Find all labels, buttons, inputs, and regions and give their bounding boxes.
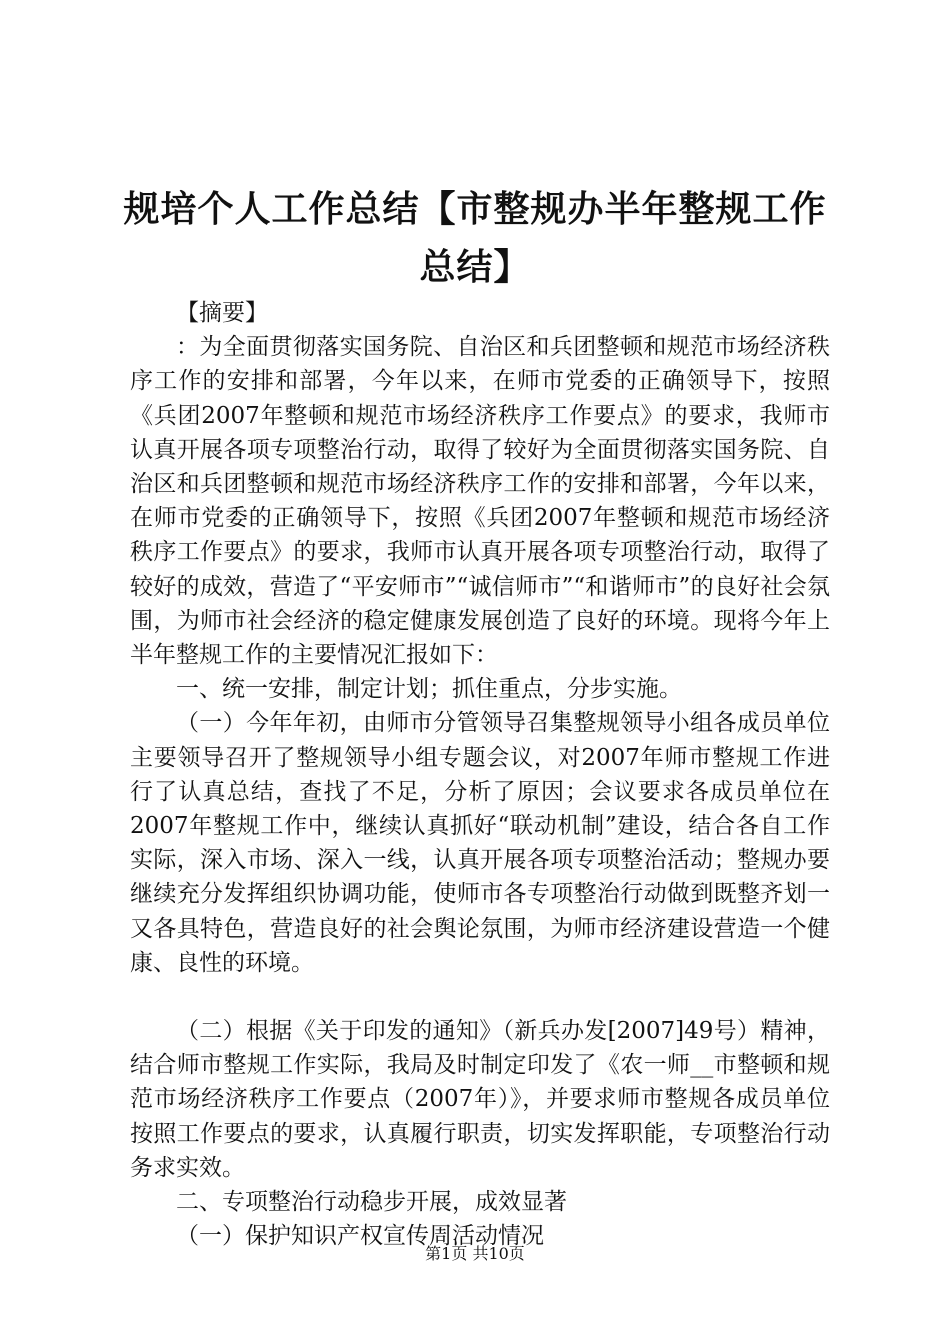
paragraph-section-1-item-1: （一）今年年初，由师市分管领导召集整规领导小组各成员单位主要领导召开了整规领导小组专题会议，对2007年师市整规工作进行了认真总结，查找了不足，分析了原因；会议要求各成员单位在2007年整规工作中，继续认真抓好“联动机制”建设，结合各自工作实际，深入市场、深入一线，认真开展各项专项整治活动；整规办要继续充分发挥组织协调功能，使师市各专项整治行动做到既整齐划一又各具特色，营造良好的社会舆论氛围，为师市经济建设营造一个健康、良性的环境。 — [130, 710, 830, 976]
paragraph-abstract: ：为全面贯彻落实国务院、自治区和兵团整顿和规范市场经济秩序工作的安排和部署，今年以来，在师市党委的正确领导下，按照《兵团2007年整顿和规范市场经济秩序工作要点》的要求，我师市认真开展各项专项整治行动，取得了较好为全面贯彻落实国务院、自治区和兵团整顿和规范市场经济秩序工作的安排和部署，今年以来，在师市党委的正确领导下，按照《兵团2007年整顿和规范市场经济秩序工作要点》的要求，我师市认真开展各项专项整治行动，取得了较好的成效，营造了“平安师市”“诚信师市”“和谐师市”的良好社会氛围，为师市社会经济的稳定健康发展创造了良好的环境。现将今年上半年整规工作的主要情况汇报如下： — [130, 334, 830, 669]
paragraph-spacer — [130, 980, 830, 1014]
abstract-label: 【摘要】 — [176, 300, 268, 326]
document-body — [130, 296, 830, 1253]
document-title: 规培个人工作总结【市整规办半年整规工作总结】 — [123, 188, 827, 288]
paragraph-section-1-item-2: （二）根据《关于印发的通知》（新兵办发[2007]49号）精神，结合师市整规工作实际，我局及时制定印发了《农一师__市整顿和规范市场经济秩序工作要点（2007年）》，并要求师市整规各成员单位按照工作要点的要求，认真履行职责，切实发挥职能，专项整治行动务求实效。 — [130, 1018, 830, 1181]
page-footer: 第1页 共10页 — [425, 1244, 525, 1263]
heading-section-2: 二、专项整治行动稳步开展，成效显著 — [176, 1189, 567, 1216]
heading-section-1: 一、统一安排，制定计划；抓住重点，分步实施。 — [176, 676, 682, 703]
heading-section-2-item-1: （一）保护知识产权宣传周活动情况 — [176, 1223, 544, 1250]
